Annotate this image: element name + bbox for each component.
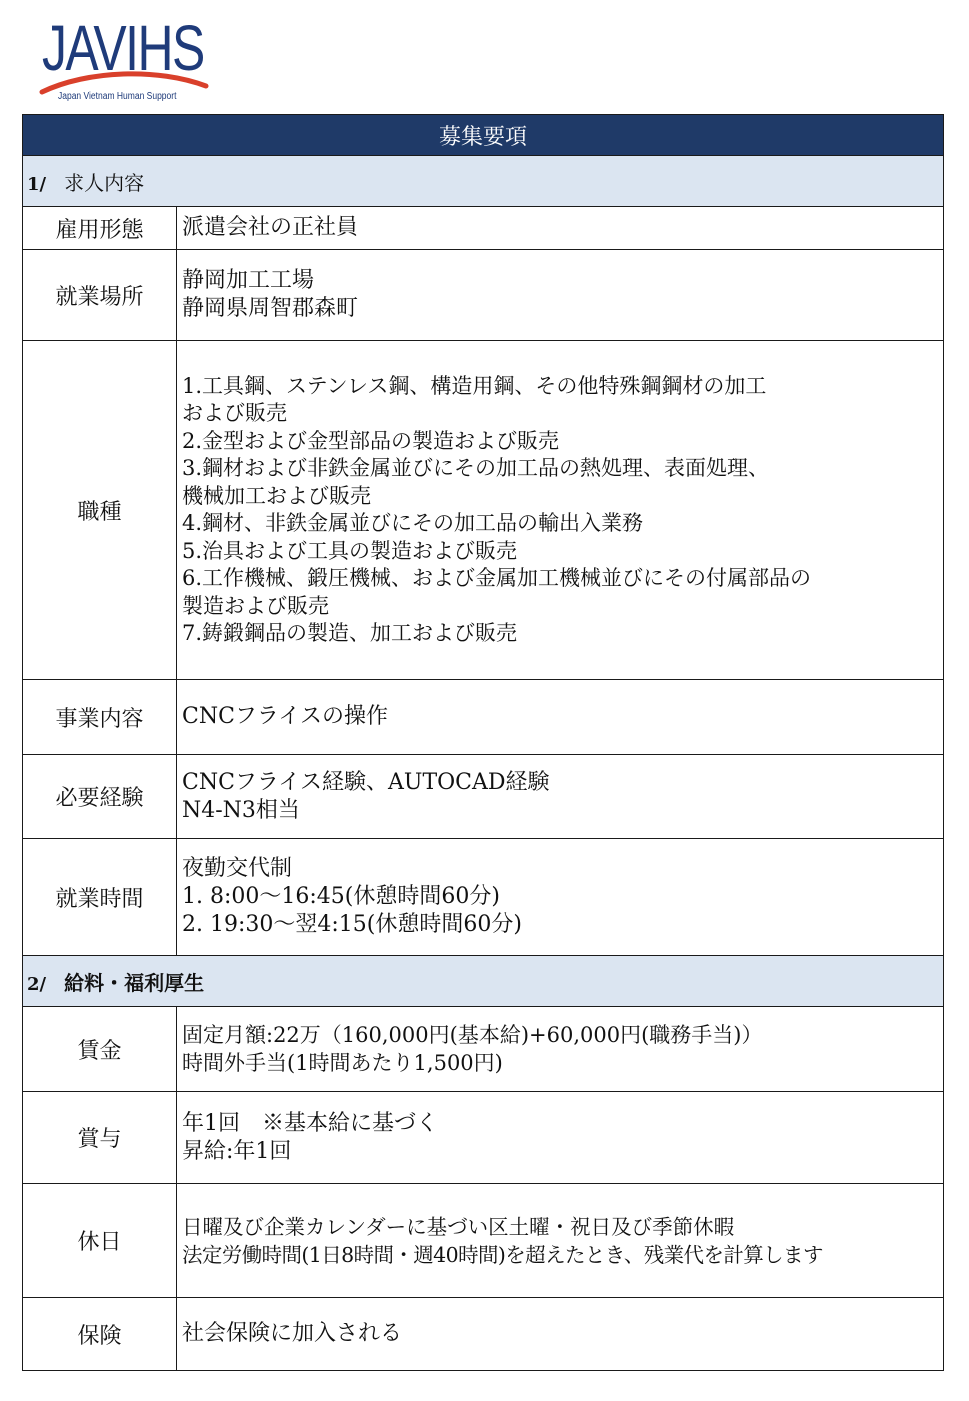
table-row (23, 755, 944, 839)
value-line: 1.工具鋼、ステンレス鋼、構造用鋼、その他特殊鋼鋼材の加工 (182, 373, 767, 398)
table-row (23, 839, 944, 956)
row-label: 雇用形態 (23, 207, 177, 250)
value-line: 2.金型および金型部品の製造および販売 (182, 428, 560, 453)
logo-wordmark: JAVIHS (42, 12, 204, 84)
value-line: 固定月額:22万（160,000円(基本給)+60,000円(職務手当)） (182, 1023, 763, 1047)
section-number: 1/ (27, 173, 47, 195)
value-line: 製造および販売 (182, 593, 329, 618)
row-label: 就業時間 (23, 839, 177, 956)
row-value (177, 1184, 944, 1298)
value-line: 日曜及び企業カレンダーに基づい区土曜・祝日及び季節休暇 (182, 1214, 735, 1239)
value-line: 静岡県周智郡森町 (182, 296, 359, 321)
value-line: 時間外手当(1時間あたり1,500円) (182, 1051, 503, 1075)
section-title: 給料・福利厚生 (64, 970, 205, 995)
row-value (177, 250, 944, 341)
value-line: 静岡加工工場 (182, 268, 315, 293)
value-line: 2. 19:30～翌4:15(休憩時間60分) (182, 912, 522, 937)
value-line: CNCフライスの操作 (182, 704, 389, 729)
value-line: 派遣会社の正社員 (182, 215, 359, 240)
table-row (23, 1092, 944, 1184)
row-label: 賃金 (23, 1007, 177, 1092)
value-line: 法定労働時間(1日8時間・週40時間)を超えたとき、残業代を計算します (182, 1242, 823, 1267)
row-value (177, 1298, 944, 1371)
row-value (177, 1092, 944, 1184)
row-label: 事業内容 (23, 680, 177, 755)
row-label: 職種 (23, 341, 177, 680)
row-label: 就業場所 (23, 250, 177, 341)
table-row (23, 1184, 944, 1298)
section-title: 求人内容 (64, 170, 145, 195)
table-row (23, 250, 944, 341)
value-line: および販売 (182, 401, 287, 425)
table-row (23, 1298, 944, 1371)
logo-tagline: Japan Vietnam Human Support (58, 91, 177, 102)
table-row (23, 341, 944, 680)
section-header-1 (23, 156, 944, 207)
row-label: 休日 (23, 1184, 177, 1298)
value-line: N4-N3相当 (182, 797, 300, 823)
recruitment-table (22, 114, 944, 1371)
row-value (177, 1007, 944, 1092)
row-value (177, 207, 944, 250)
value-line: 夜勤交代制 (182, 856, 293, 881)
row-label: 賞与 (23, 1092, 177, 1184)
section-number: 2/ (27, 973, 47, 995)
row-value (177, 755, 944, 839)
value-line: 6.工作機械、鍛圧機械、および金属加工機械並びにその付属部品の (182, 566, 812, 590)
value-line: 機械加工および販売 (182, 483, 371, 508)
page-title: 募集要項 (23, 115, 944, 156)
value-line: 1. 8:00～16:45(休憩時間60分) (182, 884, 500, 909)
row-value (177, 341, 944, 680)
value-line: 年1回 ※基本給に基づく (182, 1110, 438, 1136)
table-row (23, 207, 944, 250)
row-label: 保険 (23, 1298, 177, 1371)
value-line: 7.鋳鍛鋼品の製造、加工および販売 (182, 621, 518, 645)
company-logo (38, 8, 213, 108)
row-label: 必要経験 (23, 755, 177, 839)
value-line: 3.鋼材および非鉄金属並びにその加工品の熱処理、表面処理、 (182, 456, 770, 480)
row-value (177, 680, 944, 755)
table-row (23, 1007, 944, 1092)
table-row (23, 680, 944, 755)
table-title-row (23, 115, 944, 156)
value-line: 社会保険に加入される (182, 1321, 403, 1346)
section-header-2 (23, 956, 944, 1007)
value-line: 4.鋼材、非鉄金属並びにその加工品の輸出入業務 (182, 511, 644, 535)
value-line: 昇給:年1回 (182, 1138, 292, 1164)
row-value (177, 839, 944, 956)
value-line: 5.治具および工具の製造および販売 (182, 538, 518, 563)
value-line: CNCフライス経験、AUTOCAD経験 (182, 769, 550, 795)
